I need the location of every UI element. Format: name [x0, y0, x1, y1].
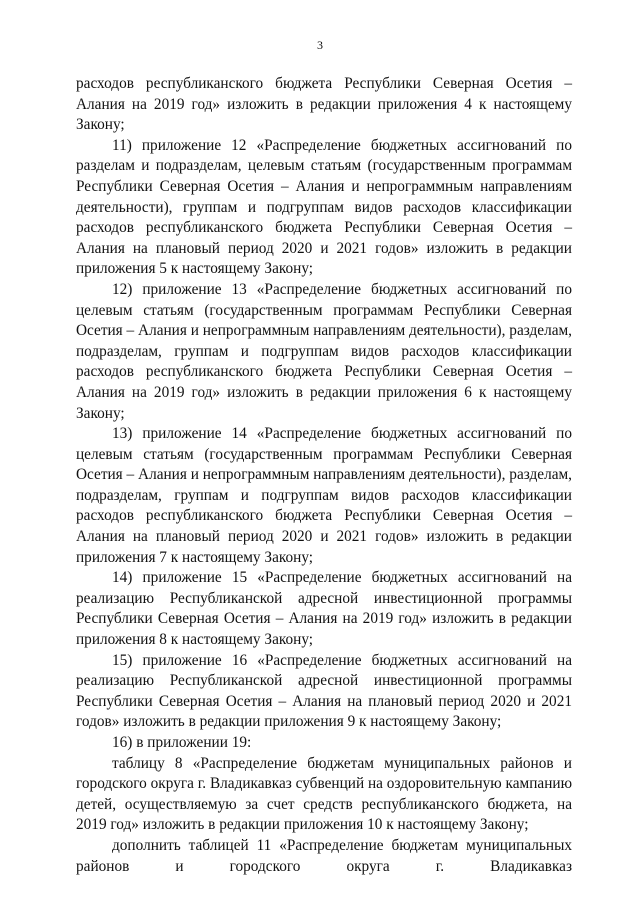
page-number: 3: [317, 38, 323, 52]
paragraph-item-16: 16) в приложении 19:: [112, 734, 252, 751]
paragraph-table-11: дополнить таблицей 11 «Распределение бюджетам муниципальных районов и городского округа г. Владикавказ: [76, 836, 572, 875]
paragraph-item-12: 12) приложение 13 «Распределение бюджетных ассигнований по целевым статьям (государственным программам Республики Северная Осетия – Алания и непрограммным направлениям деятельности), разделам, подразделам, группам и подгруппам видов расходов классификации расходов республиканского бюджета Республики Северная Осетия – Алания на 2019 год» изложить в редакции приложения 6 к настоящему Закону;: [76, 280, 572, 422]
paragraph-item-11: 11) приложение 12 «Распределение бюджетных ассигнований по разделам и подразделам, целевым статьям (государственным программам Республики Северная Осетия – Алания и непрограммным направлениям деятельности), группам и подгруппам видов расходов классификации расходов республиканского бюджета Республики Северная Осетия – Алания на плановый период 2020 и 2021 годов» изложить в редакции приложения 5 к настоящему Закону;: [76, 136, 572, 278]
paragraph-item-14: 14) приложение 15 «Распределение бюджетных ассигнований на реализацию Республиканской адресной инвестиционной программы Республики Северная Осетия – Алания на 2019 год» изложить в редакции приложения 8 к настоящему Закону;: [76, 569, 572, 649]
paragraph-item-15: 15) приложение 16 «Распределение бюджетных ассигнований на реализацию Республиканской адресной инвестиционной программы Республики Северная Осетия – Алания на плановый период 2020 и 2021 годов» изложить в редакции приложения 9 к настоящему Закону;: [76, 651, 572, 731]
paragraph-continuation: расходов республиканского бюджета Республики Северная Осетия – Алания на 2019 год» изложить в редакции приложения 4 к настоящему Закону;: [76, 75, 572, 134]
document-body: [76, 74, 572, 877]
paragraph-table-8: таблицу 8 «Распределение бюджетам муниципальных районов и городского округа г. Владикавказ субвенций на оздоровительную кампанию детей, осуществляемую за счет средств республиканского бюджета, на 2019 год» изложить в редакции приложения 10 к настоящему Закону;: [76, 754, 572, 834]
paragraph-item-13: 13) приложение 14 «Распределение бюджетных ассигнований по целевым статьям (государственным программам Республики Северная Осетия – Алания и непрограммным направлениям деятельности), разделам, подразделам, группам и подгруппам видов расходов классификации расходов республиканского бюджета Республики Северная Осетия – Алания на плановый период 2020 и 2021 годов» изложить в редакции приложения 7 к настоящему Закону;: [76, 425, 572, 566]
